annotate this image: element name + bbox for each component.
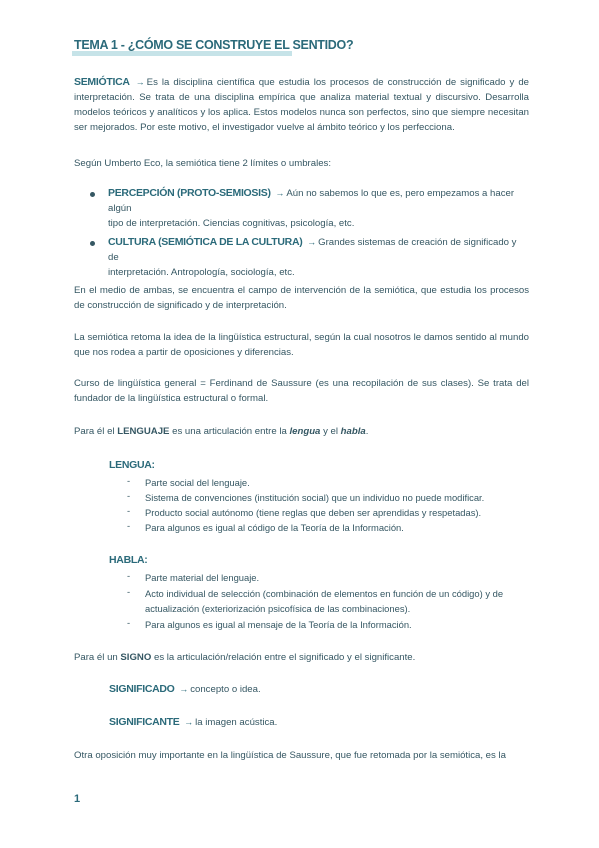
dash-icon: - <box>127 520 131 531</box>
bullet-icon <box>90 192 95 197</box>
limit-term: PERCEPCIÓN (PROTO-SEMIOSIS) <box>108 187 271 199</box>
lengua-term: lengua <box>289 426 321 437</box>
limit-item-cultura <box>108 235 518 280</box>
arrow-icon: → <box>307 237 317 247</box>
middle-paragraph: En el medio de ambas, se encuentra el campo de intervención de la semiótica, que estudia los procesos de construcción de significado y de interpretación. <box>74 285 529 311</box>
bullet-icon <box>90 241 95 246</box>
limit-term: CULTURA (SEMIÓTICA DE LA CULTURA) <box>108 236 303 248</box>
lenguaje-term: LENGUAJE <box>117 426 170 437</box>
list-item: Sistema de convenciones (institución social) que un individuo no puede modificar. <box>145 492 485 503</box>
limit-text: tipo de interpretación. Ciencias cognitivas, psicología, etc. <box>108 218 355 229</box>
arrow-icon: → <box>135 77 145 87</box>
significante-text: la imagen acústica. <box>195 717 278 728</box>
page-title: TEMA 1 - ¿CÓMO SE CONSTRUYE EL SENTIDO? <box>74 38 354 52</box>
significante-term: SIGNIFICANTE <box>109 716 180 728</box>
dash-icon: - <box>127 617 131 628</box>
signo-line <box>74 650 529 665</box>
last-paragraph: Otra oposición muy importante en la lingüística de Saussure, que fue retomada por la semiótica, es la <box>74 750 506 761</box>
list-item: Para algunos es igual al mensaje de la Teoría de la Información. <box>145 619 412 630</box>
structural-paragraph: La semiótica retoma la idea de la lingüística estructural, según la cual nosotros le damos sentido al mundo que nos rodea a partir de oposiciones y diferencias. <box>74 332 529 358</box>
lenguaje-line <box>74 424 529 439</box>
saussure-paragraph: Curso de lingüística general = Ferdinand de Saussure (es una recopilación de sus clases). Se trata del fundador de la lingüística estructural o formal. <box>74 378 529 404</box>
dash-icon: - <box>127 586 131 597</box>
limit-text: interpretación. Antropología, sociología, etc. <box>108 267 295 278</box>
list-item: Para algunos es igual al código de la Teoría de la Información. <box>145 522 404 533</box>
arrow-icon: → <box>275 188 285 198</box>
dash-icon: - <box>127 490 131 501</box>
text: . <box>365 426 369 437</box>
semiotica-term: SEMIÓTICA <box>74 76 130 88</box>
arrow-icon: → <box>184 717 194 727</box>
eco-intro: Según Umberto Eco, la semiótica tiene 2 límites o umbrales: <box>74 158 332 169</box>
semiotica-text: Es la disciplina científica que estudia los procesos de construcción de significado y de interpretación. Se trata de una disciplina empírica que analiza material textual y discursivo. Desarrolla modelos teóricos y analíticos y los aplica. Estos modelos nunca son perfectos, sino que siempre necesitan ser mejorados. Por este motivo, el investigador vuelve al ámbito teórico y los perfecciona. <box>74 77 529 133</box>
limit-item-percepcion <box>108 186 518 231</box>
text: es la articulación/relación entre el significado y el significante. <box>154 652 416 663</box>
text: es una articulación entre la <box>172 426 287 437</box>
significado-line <box>109 682 509 697</box>
dash-icon: - <box>127 475 131 486</box>
significante-line <box>109 715 509 730</box>
limit-text: Grandes sistemas de creación de significado y de <box>108 237 517 263</box>
text: Para él el <box>74 426 115 437</box>
page-number: 1 <box>74 793 81 805</box>
dash-icon: - <box>127 570 131 581</box>
significado-term: SIGNIFICADO <box>109 683 175 695</box>
list-item: Parte social del lenguaje. <box>145 477 250 488</box>
list-item: Parte material del lenguaje. <box>145 572 260 583</box>
habla-term: habla <box>340 426 366 437</box>
significado-text: concepto o idea. <box>190 684 261 695</box>
signo-term: SIGNO <box>120 652 152 663</box>
semiotica-paragraph <box>74 75 529 135</box>
limit-text: Aún no sabemos lo que es, pero empezamos a hacer algún <box>108 188 515 214</box>
dash-icon: - <box>127 505 131 516</box>
text: y el <box>323 426 338 437</box>
list-item: Acto individual de selección (combinación de elementos en función de un código) y de actualización (exteriorización psicofísica de las combinaciones). <box>145 588 504 614</box>
list-item: Producto social autónomo (tiene reglas que deben ser aprendidas y respetadas). <box>145 507 482 518</box>
habla-heading: HABLA: <box>109 554 148 566</box>
arrow-icon: → <box>179 684 189 694</box>
lengua-heading: LENGUA: <box>109 459 155 471</box>
text: Para él un <box>74 652 118 663</box>
